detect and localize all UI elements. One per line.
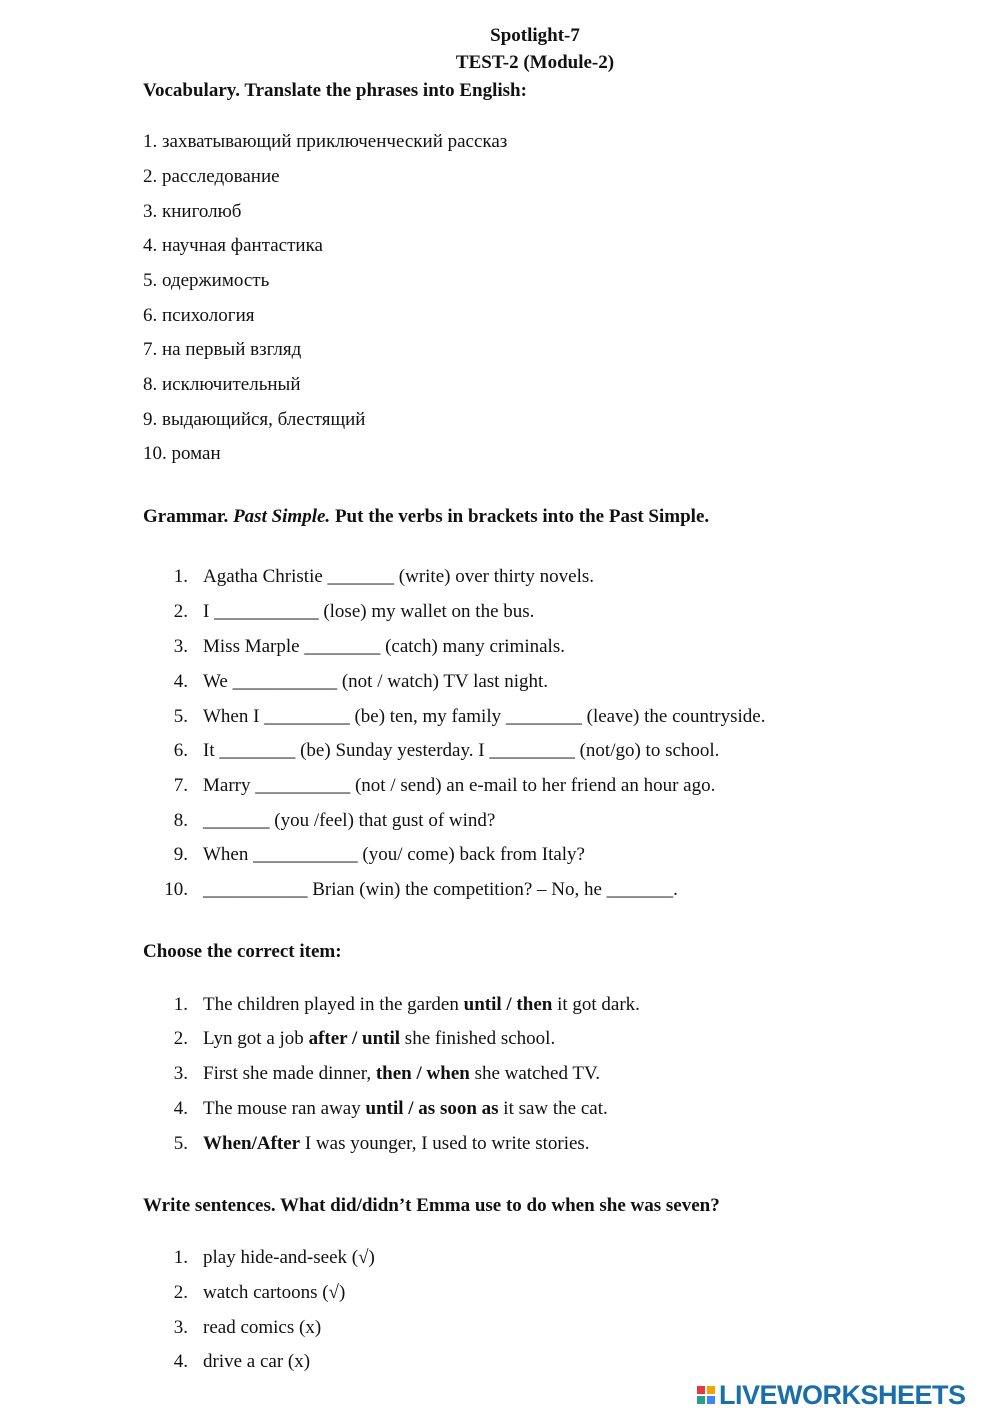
list-item: 9. выдающийся, блестящий [143, 409, 366, 430]
item-text-before: The mouse ran away [203, 1098, 366, 1119]
item-text: watch cartoons (√) [203, 1282, 346, 1303]
answer-options: When/After [203, 1133, 301, 1154]
item-text-after: I was younger, I used to write stories. [300, 1133, 590, 1154]
item-text: Marry __________ (not / send) an e-mail to her friend an hour ago. [203, 775, 716, 796]
item-text-after: it saw the cat. [498, 1098, 608, 1119]
sentences-heading: Write sentences. What did/didn’t Emma use to do when she was seven? [143, 1195, 720, 1216]
answer-options: after / until [308, 1028, 401, 1049]
item-number: 4. [173, 1098, 188, 1119]
item-number: 6. [173, 740, 188, 761]
item-number: 5. [173, 706, 188, 727]
item-text: We ___________ (not / watch) TV last night. [203, 671, 549, 692]
item-number: 7. [173, 775, 188, 796]
item-number: 3. [173, 636, 188, 657]
answer-options: then / when [375, 1063, 470, 1084]
list-item: 2. расследование [143, 166, 280, 187]
item-number: 2. [173, 601, 188, 622]
item-number: 4. [173, 671, 188, 692]
item-text-after: she watched TV. [469, 1063, 600, 1084]
page-subtitle: TEST-2 (Module-2) [455, 52, 615, 73]
logo-square [697, 1386, 705, 1394]
item-number: 8. [173, 810, 188, 831]
item-number: 1. [173, 994, 188, 1015]
item-text: Agatha Christie _______ (write) over thirty novels. [203, 566, 595, 587]
logo-square [707, 1396, 715, 1404]
list-item: 4. научная фантастика [143, 235, 323, 256]
item-text-before: The children played in the garden [203, 994, 464, 1015]
item-number: 3. [173, 1317, 188, 1338]
item-number: 9. [173, 844, 188, 865]
list-item: 10. роман [143, 443, 221, 464]
item-number: 3. [173, 1063, 188, 1084]
item-number: 5. [173, 1133, 188, 1154]
item-text: Miss Marple ________ (catch) many criminals. [203, 636, 565, 657]
list-item: 8. исключительный [143, 374, 301, 395]
item-text [203, 1028, 555, 1050]
item-number: 1. [173, 566, 188, 587]
item-text-before: Lyn got a job [203, 1028, 309, 1049]
list-item: 7. на первый взгляд [143, 339, 302, 360]
vocabulary-heading: Vocabulary. Translate the phrases into English: [143, 80, 527, 101]
answer-options: until / then [463, 994, 553, 1015]
item-text: When I _________ (be) ten, my family ________ (leave) the countryside. [203, 706, 766, 727]
item-text: It ________ (be) Sunday yesterday. I _________ (not/go) to school. [203, 740, 720, 761]
answer-options: until / as soon as [365, 1098, 499, 1119]
choose-heading: Choose the correct item: [143, 941, 342, 962]
item-text: I ___________ (lose) my wallet on the bus. [203, 601, 535, 622]
logo-mark-icon [697, 1386, 715, 1404]
item-number: 2. [173, 1282, 188, 1303]
item-text-after: she finished school. [400, 1028, 556, 1049]
list-item: 1. захватывающий приключенческий рассказ [143, 131, 508, 152]
list-item: 5. одержимость [143, 270, 270, 291]
page-title: Spotlight-7 [490, 25, 580, 46]
logo-text: LIVEWORKSHEETS [719, 1379, 966, 1410]
list-item: 6. психология [143, 305, 255, 326]
item-text: play hide-and-seek (√) [203, 1247, 375, 1268]
liveworksheets-logo[interactable] [697, 1380, 966, 1410]
item-text [203, 1133, 590, 1155]
logo-square [697, 1396, 705, 1404]
list-item: 3. книголюб [143, 201, 242, 222]
grammar-heading [143, 506, 709, 528]
item-text: When ___________ (you/ come) back from Italy? [203, 844, 585, 865]
item-text: ___________ Brian (win) the competition? – No, he _______. [203, 879, 678, 900]
item-text [203, 1098, 608, 1120]
grammar-heading-tense: Past Simple. [233, 506, 331, 527]
grammar-heading-instruction: Put the verbs in brackets into the Past Simple. [330, 506, 710, 527]
item-number: 4. [173, 1351, 188, 1372]
item-text [203, 994, 640, 1016]
item-text: _______ (you /feel) that gust of wind? [203, 810, 496, 831]
item-number: 10. [164, 879, 188, 900]
item-text: read comics (x) [203, 1317, 322, 1338]
item-number: 1. [173, 1247, 188, 1268]
item-text [203, 1063, 600, 1085]
item-text: drive a car (x) [203, 1351, 311, 1372]
item-text-after: it got dark. [552, 994, 640, 1015]
grammar-heading-label: Grammar. [143, 506, 234, 527]
logo-square [707, 1386, 715, 1394]
item-text-before: First she made dinner, [203, 1063, 376, 1084]
item-number: 2. [173, 1028, 188, 1049]
